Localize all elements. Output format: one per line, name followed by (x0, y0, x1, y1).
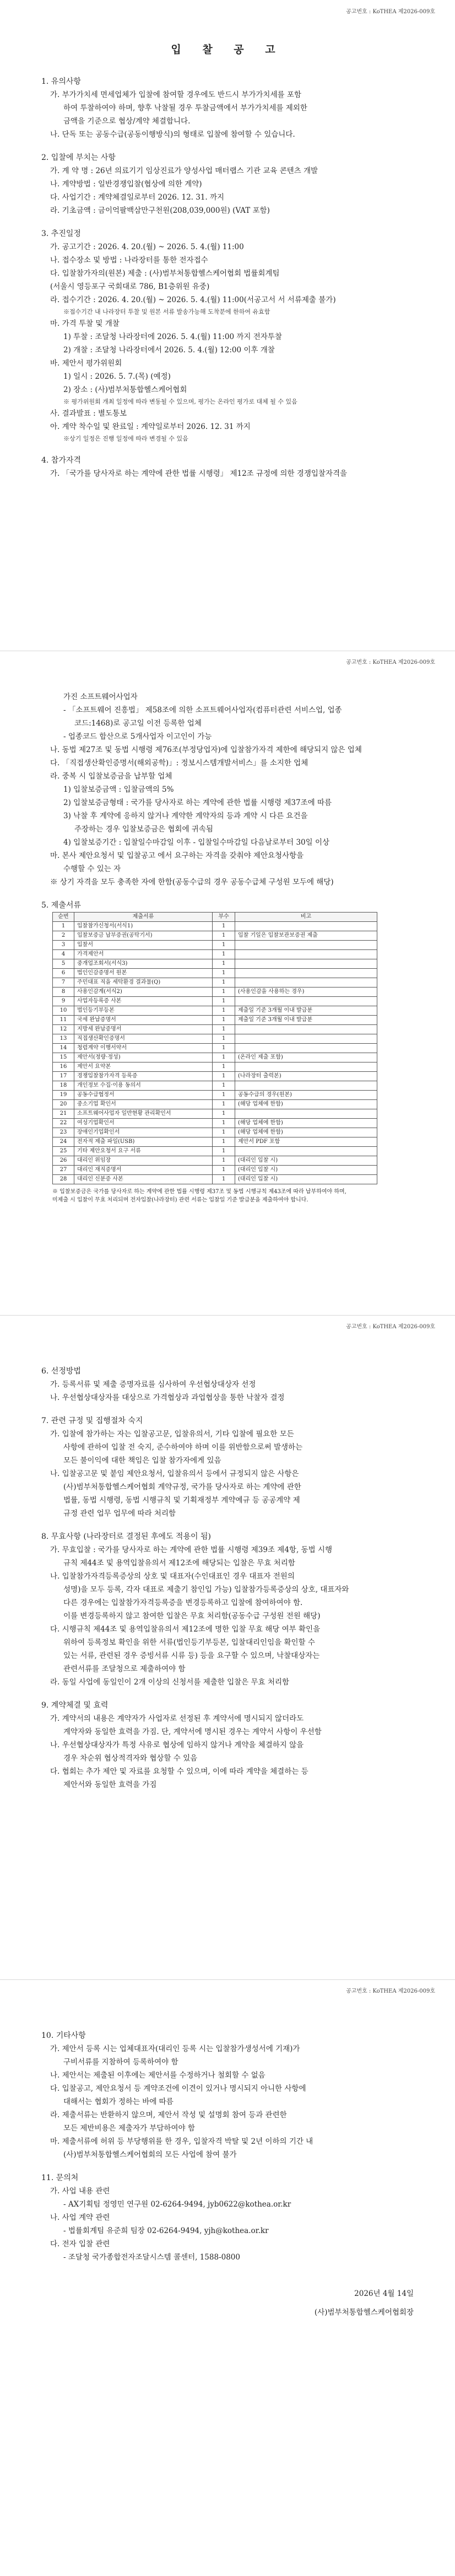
paragraph-line: 라. 중복 시 입찰보증금을 납부할 업체 (50, 772, 172, 781)
row-number: 5 (53, 959, 74, 969)
document-name: 기타 제안요청서 요구 서류 (74, 1147, 213, 1156)
document-name: 대리인 신분증 사본 (74, 1175, 213, 1184)
paragraph-line: 가. 무효입찰 : 국가를 당사자로 하는 계약에 관한 법률 시행령 제39조 제4항, 동법 시행 (50, 1545, 332, 1554)
row-number: 4 (53, 950, 74, 959)
row-number: 22 (53, 1119, 74, 1128)
paragraph-line: 라. 동일 사업에 동일인이 2개 이상의 신청서를 제출한 입찰은 무효 처리함 (50, 1678, 289, 1687)
paragraph-line: 구비서류를 지참하여 등록하여야 함 (63, 2058, 178, 2067)
remarks: (대리인 입찰 시) (235, 1156, 377, 1166)
document-name: 입찰보증금 납부증권(공탁기서) (74, 931, 213, 941)
paragraph-line: 경우 차순위 협상적격자와 협상할 수 있음 (63, 1754, 198, 1763)
paragraph-line: 대해서는 협회가 정하는 바에 따름 (63, 2097, 174, 2106)
row-number: 15 (53, 1053, 74, 1062)
row-number: 11 (53, 1016, 74, 1025)
document-name: 대리인 재직증명서 (74, 1166, 213, 1175)
section-heading: 9. 계약체결 및 효력 (41, 1701, 109, 1710)
notice-number: 공고번호 : KoTHEA 제2026-009호 (346, 659, 435, 666)
table-row (53, 1016, 377, 1025)
paragraph-line: 나. 사업 계약 관련 (50, 2213, 110, 2222)
copies: 1 (213, 1100, 235, 1109)
paragraph-line: 모든 불이익에 대한 책임은 입찰 참가자에게 있음 (63, 1456, 221, 1465)
row-number: 21 (53, 1109, 74, 1119)
row-number: 13 (53, 1034, 74, 1044)
table-note: ※ 입찰보증금은 국가를 당사자로 하는 계약에 관한 법률 시행령 제37조 및 동법 시행규칙 제43조에 따라 납부하여야 하며, (52, 1189, 346, 1195)
paragraph-line: - 「소프트웨어 진흥법」 제58조에 의한 소프트웨어사업자(컴퓨터관련 서비스업, 업종 (63, 706, 342, 715)
paragraph-line: 관련서류를 조달청으로 제출하여야 함 (63, 1665, 186, 1673)
paragraph-line: 나. 제안서는 제출된 이후에는 제안서를 수정하거나 철회할 수 없음 (50, 2071, 266, 2080)
document-name: 제안서 요약본 (74, 1062, 213, 1072)
page-divider (0, 1315, 455, 1316)
paragraph-line: 라. 제출서류는 반환하지 않으며, 제안서 작성 및 설명회 참여 등과 관련한 (50, 2111, 287, 2119)
paragraph-line: 나. 단독 또는 공동수급(공동이행방식)의 형태로 입찰에 참여할 수 있습니다. (50, 130, 295, 139)
remarks (235, 1147, 377, 1156)
paragraph-line: 다. 협회는 추가 제안 및 자료를 요청할 수 있으며, 이에 따라 계약을 체결하는 등 (50, 1767, 308, 1776)
paragraph-line: 다. 입찰참가자의(원본) 제출 : (사)범부처통합헬스케어협회 법률회계팀 (50, 269, 280, 278)
remarks (235, 969, 377, 978)
table-row (53, 959, 377, 969)
paragraph-line: 가. 「국가를 당사자로 하는 계약에 관한 법률 시행령」 제12조 규정에 의한 경쟁입찰자격을 (50, 469, 348, 478)
contact-line: - AX기획팀 정영민 연구원 02-6264-9494, jyb0622@kothea.or.kr (63, 2200, 291, 2209)
paragraph-line: 1) 투찰 : 조달청 나라장터에 2026. 5. 4.(월) 11:00 까지 전자투찰 (63, 332, 282, 341)
section-3 (41, 227, 414, 444)
remarks (235, 1062, 377, 1072)
section-heading: 4. 참가자격 (41, 456, 81, 465)
document-name: 대리인 위임장 (74, 1156, 213, 1166)
remarks: (나라장터 출력본) (235, 1072, 377, 1081)
paragraph-line: 마. 본사 제안요청서 및 입찰공고 에서 요구하는 자격을 갖춰야 제안요청사항을 (50, 851, 304, 860)
remarks: 제출일 기준 3개월 이내 발급분 (235, 1006, 377, 1016)
note-line: ※ 평가위원회 개최 일정에 따라 변동될 수 있으며, 평가는 온라인 평가로 대체 될 수 있음 (63, 398, 297, 405)
table-row (53, 1147, 377, 1156)
page-1-content (41, 43, 414, 480)
remarks: 제출일 기준 3개월 이내 발급분 (235, 1016, 377, 1025)
row-number: 28 (53, 1175, 74, 1184)
document-name: 국세 완납증명서 (74, 1016, 213, 1025)
table-row (53, 1128, 377, 1137)
document-name: 소프트웨어사업자 일반현황 관리확인서 (74, 1109, 213, 1119)
remarks (235, 997, 377, 1006)
copies: 1 (213, 988, 235, 997)
paragraph-line: 계약자와 동일한 효력을 가짐. 단, 계약서에 명시된 경우는 계약서 사항이 우선함 (63, 1727, 322, 1736)
row-number: 26 (53, 1156, 74, 1166)
row-number: 27 (53, 1166, 74, 1175)
paragraph-line: 사. 결과발표 : 별도통보 (50, 409, 127, 418)
section-heading: 11. 문의처 (41, 2174, 79, 2182)
copies: 1 (213, 1166, 235, 1175)
page-3 (0, 1315, 455, 1979)
remarks: (대리인 입찰 시) (235, 1166, 377, 1175)
paragraph-line: 가. 공고기간 : 2026. 4. 20.(월) ~ 2026. 5. 4.(월) 11:00 (50, 243, 244, 251)
page-2-content (41, 690, 414, 1204)
table-note: 미제출 시 입찰이 무효 처리되며 전자입찰(나라장터) 관련 서류는 입찰일 기준 발급분을 제출하여야 합니다. (52, 1197, 308, 1203)
column-header: 부수 (213, 913, 235, 922)
paragraph-line: 가진 소프트웨어사업자 (63, 693, 138, 701)
paragraph-line: 코드:1468)로 공고일 이전 등록한 업체 (74, 719, 202, 728)
copies: 1 (213, 941, 235, 950)
paragraph-line: 나. 입찰참가자격등록증상의 상호 및 대표자(수인대표인 경우 대표자 전원의 (50, 1572, 295, 1581)
page-title: 입 찰 공 고 (171, 44, 284, 56)
paragraph-line: 위하여 등록정보 확인을 위한 서류(법인등기부등본, 입찰대리인임을 확인할 수 (63, 1638, 315, 1647)
remarks (235, 1025, 377, 1034)
section-heading: 1. 유의사항 (41, 77, 81, 86)
paragraph-line: 법률, 동법 시행령, 동법 시행규칙 및 기획재정부 계약예규 등 공공계약 제 (63, 1496, 300, 1505)
notice-number: 공고번호 : KoTHEA 제2026-009호 (346, 9, 435, 15)
note-line: ※상기 일정은 진행 일정에 따라 변경될 수 있음 (63, 435, 188, 442)
paragraph-line: 금액을 기준으로 협상/계약 체결합니다. (63, 117, 191, 126)
paragraph-line: 다른 경우에는 입찰참가자격등록증을 변경등록하고 입찰에 참여하여야 함. (63, 1598, 303, 1607)
paragraph-line: 수행할 수 있는 자 (63, 865, 121, 873)
paragraph-line: 규정 관련 업무 업무에 따라 처리함 (63, 1509, 176, 1518)
paragraph-line: 바. 제안서 평가위원회 (50, 359, 122, 368)
remarks: (해당 업체에 한함) (235, 1128, 377, 1137)
paragraph-line: 다. 전자 입찰 관련 (50, 2240, 110, 2248)
copies: 1 (213, 922, 235, 931)
paragraph-line: 성명)을 모두 등록, 각자 대표로 제출기 참인입 가능) 입찰참가등록증상의 상호, 대표자와 (63, 1585, 349, 1594)
section-heading: 6. 선정방법 (41, 1367, 81, 1376)
paragraph-line: 가. 등록서류 및 제출 증명자료를 심사하여 우선협상대상자 선정 (50, 1380, 256, 1389)
copies: 1 (213, 1072, 235, 1081)
document-name: 직접생산확인증명서 (74, 1034, 213, 1044)
table-row (53, 1109, 377, 1119)
remarks: (해당 업체에 한함) (235, 1119, 377, 1128)
paragraph-line: 모든 제반비용은 제출자가 부담하여야 함 (63, 2124, 195, 2133)
copies: 1 (213, 959, 235, 969)
paragraph-line: 가. 부가가치세 면세업체가 입찰에 참여할 경우에도 반드시 부가가치세를 포함 (50, 90, 301, 99)
remarks (235, 941, 377, 950)
copies: 1 (213, 1034, 235, 1044)
row-number: 19 (53, 1091, 74, 1100)
table-row (53, 1006, 377, 1016)
copies: 1 (213, 1147, 235, 1156)
paragraph-line: 4) 입찰보증기간 : 입찰일수마감일 이후 - 입찰일수마감일 다음날로부터 30일 이상 (63, 838, 330, 847)
table-row (53, 1072, 377, 1081)
paragraph-line: 하여 투찰하여야 하며, 향후 낙찰될 경우 투찰금액에서 부가가치세를 제외한 (63, 104, 307, 112)
table-row (53, 969, 377, 978)
paragraph-line: 다. 「직접생산확인증명서(해외공학)」: 정보시스템개발서비스」를 소지한 업체 (50, 759, 308, 768)
column-header: 순번 (53, 913, 74, 922)
table-header-row (53, 913, 377, 922)
section-heading: 3. 추진일정 (41, 229, 81, 238)
document-name: 법인등기부등본 (74, 1006, 213, 1016)
row-number: 6 (53, 969, 74, 978)
section-heading: 7. 관련 규정 및 집행절차 숙지 (41, 1416, 143, 1425)
table-row (53, 950, 377, 959)
document-name: 여성기업확인서 (74, 1119, 213, 1128)
page-1 (0, 0, 455, 651)
table-row (53, 931, 377, 941)
note-line: ※접수기간 내 나라장터 투찰 및 원본 서류 발송가능해 도착분에 한하여 유효함 (63, 308, 270, 315)
paragraph-line: 1) 입찰보증금액 : 입찰금액의 5% (63, 785, 174, 794)
row-number: 9 (53, 997, 74, 1006)
row-number: 14 (53, 1044, 74, 1053)
document-name: 청렴계약 이행서약서 (74, 1044, 213, 1053)
document-name: 입찰서 (74, 941, 213, 950)
remarks: (해당 업체에 한함) (235, 1100, 377, 1109)
paragraph-line: (서울시 영등포구 국회대로 786, B1층위원 유중) (50, 282, 210, 291)
document-name: 개인정보 수집·이용 동의서 (74, 1081, 213, 1091)
paragraph-line: 2) 개찰 : 조달청 나라장터에서 2026. 5. 4.(월) 12:00 이후 개찰 (63, 346, 275, 355)
section-9 (41, 1699, 414, 1791)
page-divider (0, 1979, 455, 1980)
remarks (235, 1044, 377, 1053)
remarks (235, 950, 377, 959)
paragraph-line: 가. 사업 내용 관련 (50, 2187, 110, 2196)
paragraph-line: 나. 우선협상대상자를 대상으로 가격협상과 과업협상을 통한 낙찰자 결정 (50, 1393, 285, 1402)
remarks (235, 922, 377, 931)
row-number: 2 (53, 931, 74, 941)
paragraph-line: (사)범부처통합헬스케어협회의 모든 사업에 참여 불가 (63, 2150, 237, 2159)
row-number: 17 (53, 1072, 74, 1081)
paragraph-line: 2) 장소 : (사)범부처통합헬스케어협회 (63, 385, 187, 394)
document-name: 주민대표 직을 세탁환경 결과물(Q) (74, 978, 213, 988)
paragraph-line: - 업종코드 합산으로 5개사업자 이고인이 가능 (63, 732, 212, 741)
row-number: 12 (53, 1025, 74, 1034)
row-number: 23 (53, 1128, 74, 1137)
copies: 1 (213, 1109, 235, 1119)
paragraph-line: 가. 제안서 등록 시는 업체대표자(대리인 등록 시는 입찰참가생성서에 기재)가 (50, 2044, 300, 2053)
notice-date: 2026년 4월 14일 (354, 2289, 414, 2298)
table-row (53, 978, 377, 988)
paragraph-line: 나. 입찰공고문 및 붙임 제안요청서, 입찰유의서 등에서 규정되지 않은 사항은 (50, 1469, 299, 1478)
document-name: 법인인감증명서 원본 (74, 969, 213, 978)
table-row (53, 1025, 377, 1034)
copies: 1 (213, 969, 235, 978)
table-row (53, 1100, 377, 1109)
row-number: 20 (53, 1100, 74, 1109)
document-name: 사업자등록증 사본 (74, 997, 213, 1006)
copies: 1 (213, 931, 235, 941)
section-11 (41, 2171, 414, 2264)
paragraph-line: 다. 사업기간 : 계약체결일로부터 2026. 12. 31. 까지 (50, 193, 225, 202)
row-number: 3 (53, 941, 74, 950)
notice-number: 공고번호 : KoTHEA 제2026-009호 (346, 1988, 435, 1994)
remarks: (대리인 입찰 시) (235, 1175, 377, 1184)
contact-line: - 조달청 국가종합전자조달시스템 콜센터, 1588-0800 (63, 2253, 240, 2262)
table-row (53, 1034, 377, 1044)
page-4-content (41, 2019, 414, 2319)
document-name: 지방세 완납증명서 (74, 1025, 213, 1034)
section-8 (41, 1530, 414, 1689)
table-row (53, 1053, 377, 1062)
row-number: 1 (53, 922, 74, 931)
page-3-content (41, 1355, 414, 1791)
copies: 1 (213, 1137, 235, 1147)
section-1 (41, 75, 414, 141)
copies: 1 (213, 1006, 235, 1016)
remarks: 공동수급의 경우(원본) (235, 1091, 377, 1100)
paragraph-line: 아. 계약 착수일 및 완료일 : 계약일로부터 2026. 12. 31 까지 (50, 422, 251, 431)
paragraph-line: 가. 계약서의 내용은 계약자가 사업자로 선정된 후 계약서에 명시되지 않더라도 (50, 1714, 304, 1723)
copies: 1 (213, 1062, 235, 1072)
table-row (53, 1175, 377, 1184)
copies: 1 (213, 1175, 235, 1184)
paragraph-line: (사)범부처통합헬스케어협회 계약규정, 국가를 당사자로 하는 계약에 관한 (63, 1483, 301, 1491)
table-row (53, 1081, 377, 1091)
paragraph-line: 가. 입찰에 참가하는 자는 입찰공고문, 입찰유의서, 기타 입찰에 필요한 모든 (50, 1430, 294, 1439)
paragraph-line: 나. 동법 제27조 및 동법 시행령 제76조(부정당업자)에 입찰참가자격 제한에 해당되지 않은 업체 (50, 745, 362, 754)
table-row (53, 997, 377, 1006)
remarks (235, 1109, 377, 1119)
remarks (235, 959, 377, 969)
document-name: 경쟁입찰참가자격 등록증 (74, 1072, 213, 1081)
copies: 1 (213, 1025, 235, 1034)
paragraph-line: 나. 계약방법 : 일반경쟁입찰(협상에 의한 계약) (50, 180, 202, 189)
section-7 (41, 1414, 414, 1520)
remarks: (온라인 제출 포함) (235, 1053, 377, 1062)
section-10 (41, 2029, 414, 2161)
copies: 1 (213, 997, 235, 1006)
remarks: (사용인감을 사용하는 경우) (235, 988, 377, 997)
column-header: 제출서류 (74, 913, 213, 922)
section-heading: 5. 제출서류 (41, 901, 81, 910)
page-4 (0, 1979, 455, 2576)
contact-line: - 법률회계팀 유준희 팀장 02-6264-9494, yjh@kothea.or.kr (63, 2226, 269, 2235)
paragraph-line: 2) 입찰보증금형태 : 국가를 당사자로 하는 계약에 관한 법률 시행령 제37조에 따름 (63, 798, 332, 807)
copies: 1 (213, 1016, 235, 1025)
document-name: 전자적 제출 파일(USB) (74, 1137, 213, 1147)
table-row (53, 1119, 377, 1128)
document-name: 제안서(정량·정성) (74, 1053, 213, 1062)
table-row (53, 1044, 377, 1053)
section-heading: 10. 기타사항 (41, 2031, 86, 2040)
documents-table-body (53, 922, 377, 1184)
table-row (53, 1156, 377, 1166)
paragraph-line: 라. 접수기간 : 2026. 4. 20.(월) ~ 2026. 5. 4.(월) 11:00(서공고서 서 서류제출 불가) (50, 296, 336, 304)
paragraph-line: 이를 변경등록하지 않고 참여한 입찰은 무효 처리함(공동수급 구성원 전원 해당) (63, 1612, 321, 1620)
paragraph-line: 주장하는 경우 입찰보증금은 협회에 귀속됨 (74, 825, 213, 834)
column-header: 비고 (235, 913, 377, 922)
row-number: 10 (53, 1006, 74, 1016)
copies: 1 (213, 1128, 235, 1137)
section-heading: 8. 무효사항 (나라장터로 결정된 후에도 적용이 됨) (41, 1532, 211, 1541)
document-name: 장애인기업확인서 (74, 1128, 213, 1137)
remarks (235, 1081, 377, 1091)
paragraph-line: 다. 시행규칙 제44조 및 용역입찰유의서 제12조에 명한 입찰 무효 해당 여부 확인을 (50, 1625, 321, 1634)
paragraph-line: ※ 상기 자격을 모두 충족한 자에 한함(공동수급의 경우 공동수급체 구성원 모두에 해당) (50, 878, 334, 887)
paragraph-line: 가. 계 약 명 : 26년 의료기기 임상진료가 양성사업 매터랩스 기관 교육 콘텐츠 개발 (50, 167, 318, 175)
paragraph-line: 마. 제출서류에 허위 등 부당행위를 한 경우, 입찰자격 박탈 및 2년 이하의 기간 내 (50, 2137, 313, 2146)
paragraph-line: 라. 기초금액 : 금이억팔백삼만구천원(208,039,000원) (VAT 포함) (50, 206, 270, 215)
copies: 1 (213, 1119, 235, 1128)
document-name: 사용인감계(서식2) (74, 988, 213, 997)
remarks: 입찰 기일은 입찰보관보증권 제출 (235, 931, 377, 941)
documents-table (52, 912, 377, 1184)
paragraph-line: 3) 낙찰 후 계약에 응하지 않거나 계약한 계약자의 등과 계약 시 다른 요건을 (63, 812, 308, 820)
row-number: 18 (53, 1081, 74, 1091)
section-6 (41, 1365, 414, 1404)
section-5 (41, 899, 414, 1204)
paragraph-line: 마. 가격 투찰 및 개찰 (50, 319, 120, 328)
document-name: 가격제안서 (74, 950, 213, 959)
table-row (53, 1166, 377, 1175)
table-row (53, 1137, 377, 1147)
copies: 1 (213, 950, 235, 959)
page-2 (0, 651, 455, 1315)
copies: 1 (213, 1156, 235, 1166)
document-name: 입찰참가신청서(서식1) (74, 922, 213, 931)
paragraph-line: 사항에 관하여 입찰 전 숙지, 준수하여야 하며 이를 위반함으로써 발생하는 (63, 1443, 303, 1452)
table-row (53, 1091, 377, 1100)
table-row (53, 988, 377, 997)
remarks (235, 1034, 377, 1044)
table-row (53, 941, 377, 950)
paragraph-line: 있는 서류, 관련된 경우 증빙서류 시류 등) 등을 요구할 수 있으며, 낙찰대상자는 (63, 1651, 320, 1660)
table-row (53, 922, 377, 931)
remarks (235, 978, 377, 988)
remarks: 제안서 PDF 포함 (235, 1137, 377, 1147)
row-number: 8 (53, 988, 74, 997)
copies: 1 (213, 1044, 235, 1053)
section-4 (41, 454, 414, 480)
row-number: 16 (53, 1062, 74, 1072)
table-row (53, 1062, 377, 1072)
section-heading: 2. 입찰에 부치는 사항 (41, 153, 116, 162)
paragraph-line: 나. 접수장소 및 방법 : 나라장터를 통한 전자접수 (50, 256, 208, 265)
notice-number: 공고번호 : KoTHEA 제2026-009호 (346, 1324, 435, 1330)
copies: 1 (213, 1053, 235, 1062)
document-name: 공동수급협정서 (74, 1091, 213, 1100)
issuing-organization: (사)범부처통합헬스케어협회장 (314, 2308, 414, 2317)
paragraph-line: 나. 우선협상대상자가 특정 사유로 협상에 임하지 않거나 계약을 체결하지 않을 (50, 1741, 304, 1749)
section-2 (41, 151, 414, 217)
row-number: 7 (53, 978, 74, 988)
copies: 1 (213, 978, 235, 988)
row-number: 25 (53, 1147, 74, 1156)
document-name: 중소기업 확인서 (74, 1100, 213, 1109)
paragraph-line: 1) 일시 : 2026. 5. 7.(목) (예정) (63, 372, 171, 381)
paragraph-line: 다. 입찰공고, 제안요청서 등 계약조건에 이견이 있거나 명시되지 아니한 사항에 (50, 2084, 306, 2093)
paragraph-line: 제안서와 동일한 효력을 가짐 (63, 1780, 157, 1789)
document-name: 중개업조회서(서식3) (74, 959, 213, 969)
row-number: 24 (53, 1137, 74, 1147)
copies: 1 (213, 1081, 235, 1091)
paragraph-line: 규칙 제44조 및 용역입찰유의서 제12조에 해당되는 입찰은 무효 처리함 (63, 1559, 295, 1568)
copies: 1 (213, 1091, 235, 1100)
